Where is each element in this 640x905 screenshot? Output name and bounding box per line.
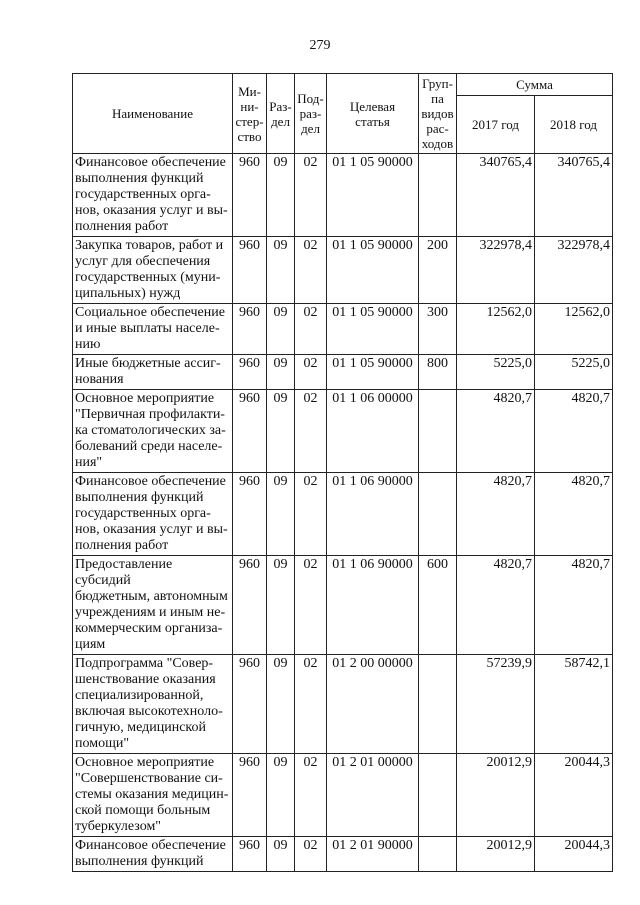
row-ministry-cell: 960 xyxy=(233,473,267,556)
row-target-cell: 01 1 05 90000 xyxy=(327,304,419,355)
row-sum-2018-cell: 322978,4 xyxy=(535,237,613,304)
table-row xyxy=(73,355,613,390)
row-group-cell: 600 xyxy=(419,556,457,655)
row-subsection-cell: 02 xyxy=(295,655,327,754)
row-section-cell: 09 xyxy=(267,556,295,655)
row-target-cell: 01 1 06 00000 xyxy=(327,390,419,473)
row-group-cell xyxy=(419,390,457,473)
header-year-2017: 2017 год xyxy=(457,96,535,154)
row-section-cell: 09 xyxy=(267,837,295,872)
table-row xyxy=(73,837,613,872)
row-subsection-cell: 02 xyxy=(295,154,327,237)
row-subsection-cell: 02 xyxy=(295,390,327,473)
table-row xyxy=(73,154,613,237)
row-sum-2018-cell: 4820,7 xyxy=(535,390,613,473)
row-name-cell: Финансовое обеспечение выполнения функций государственных орга- нов, оказания услуг и вы- полнения работ xyxy=(73,473,233,556)
row-subsection-cell: 02 xyxy=(295,304,327,355)
header-section: Раз- дел xyxy=(267,74,295,154)
row-name-cell: Иные бюджетные ассиг- нования xyxy=(73,355,233,390)
row-sum-2018-cell: 4820,7 xyxy=(535,556,613,655)
row-target-cell: 01 1 06 90000 xyxy=(327,473,419,556)
row-sum-2017-cell: 20012,9 xyxy=(457,837,535,872)
row-ministry-cell: 960 xyxy=(233,304,267,355)
row-section-cell: 09 xyxy=(267,390,295,473)
row-target-cell: 01 1 05 90000 xyxy=(327,237,419,304)
row-target-cell: 01 2 01 90000 xyxy=(327,837,419,872)
row-sum-2017-cell: 20012,9 xyxy=(457,754,535,837)
header-year-2018: 2018 год xyxy=(535,96,613,154)
row-section-cell: 09 xyxy=(267,655,295,754)
row-sum-2017-cell: 5225,0 xyxy=(457,355,535,390)
row-subsection-cell: 02 xyxy=(295,237,327,304)
row-ministry-cell: 960 xyxy=(233,655,267,754)
table-row xyxy=(73,390,613,473)
table-row xyxy=(73,754,613,837)
row-name-cell: Финансовое обеспечение выполнения функций государственных орга- нов, оказания услуг и вы- полнения работ xyxy=(73,154,233,237)
row-sum-2018-cell: 20044,3 xyxy=(535,754,613,837)
row-group-cell xyxy=(419,837,457,872)
row-group-cell xyxy=(419,655,457,754)
row-section-cell: 09 xyxy=(267,754,295,837)
table-row xyxy=(73,556,613,655)
row-sum-2017-cell: 4820,7 xyxy=(457,473,535,556)
row-target-cell: 01 1 06 90000 xyxy=(327,556,419,655)
row-ministry-cell: 960 xyxy=(233,754,267,837)
row-sum-2017-cell: 322978,4 xyxy=(457,237,535,304)
row-name-cell: Предоставление субсидий бюджетным, автономным учреждениям и иным не- коммерческим организа- циям xyxy=(73,556,233,655)
header-row-1 xyxy=(73,74,613,96)
row-subsection-cell: 02 xyxy=(295,355,327,390)
row-ministry-cell: 960 xyxy=(233,556,267,655)
header-expense-group: Груп- па видов рас- ходов xyxy=(419,74,457,154)
row-group-cell xyxy=(419,154,457,237)
row-subsection-cell: 02 xyxy=(295,556,327,655)
row-subsection-cell: 02 xyxy=(295,837,327,872)
row-sum-2018-cell: 5225,0 xyxy=(535,355,613,390)
row-name-cell: Финансовое обеспечение выполнения функций xyxy=(73,837,233,872)
row-sum-2018-cell: 4820,7 xyxy=(535,473,613,556)
table-row xyxy=(73,473,613,556)
row-sum-2017-cell: 340765,4 xyxy=(457,154,535,237)
row-ministry-cell: 960 xyxy=(233,237,267,304)
row-section-cell: 09 xyxy=(267,355,295,390)
row-target-cell: 01 1 05 90000 xyxy=(327,154,419,237)
page-number: 279 xyxy=(309,38,331,53)
row-ministry-cell: 960 xyxy=(233,154,267,237)
header-name: Наименование xyxy=(73,74,233,154)
row-ministry-cell: 960 xyxy=(233,355,267,390)
header-target-article: Целевая статья xyxy=(327,74,419,154)
row-group-cell xyxy=(419,473,457,556)
header-ministry: Ми- ни- стер- ство xyxy=(233,74,267,154)
row-section-cell: 09 xyxy=(267,304,295,355)
row-section-cell: 09 xyxy=(267,237,295,304)
row-name-cell: Закупка товаров, работ и услуг для обеспечения государственных (муни- ципальных) нужд xyxy=(73,237,233,304)
row-group-cell: 300 xyxy=(419,304,457,355)
row-sum-2017-cell: 4820,7 xyxy=(457,556,535,655)
row-name-cell: Подпрограмма "Совер- шенствование оказания специализированной, включая высокотехноло- гичную, медицинской помощи" xyxy=(73,655,233,754)
row-sum-2018-cell: 340765,4 xyxy=(535,154,613,237)
row-target-cell: 01 2 01 00000 xyxy=(327,754,419,837)
row-ministry-cell: 960 xyxy=(233,837,267,872)
header-subsection: Под- раз- дел xyxy=(295,74,327,154)
row-sum-2018-cell: 20044,3 xyxy=(535,837,613,872)
row-name-cell: Основное мероприятие "Первичная профилакти- ка стоматологических за- болеваний среди населе- ния" xyxy=(73,390,233,473)
row-name-cell: Социальное обеспечение и иные выплаты населе- нию xyxy=(73,304,233,355)
row-ministry-cell: 960 xyxy=(233,390,267,473)
row-sum-2017-cell: 12562,0 xyxy=(457,304,535,355)
table-row xyxy=(73,304,613,355)
row-name-cell: Основное мероприятие "Совершенствование си- стемы оказания медицин- ской помощи больным туберкулезом" xyxy=(73,754,233,837)
row-group-cell: 800 xyxy=(419,355,457,390)
row-target-cell: 01 2 00 00000 xyxy=(327,655,419,754)
table-row xyxy=(73,237,613,304)
row-sum-2018-cell: 58742,1 xyxy=(535,655,613,754)
row-sum-2018-cell: 12562,0 xyxy=(535,304,613,355)
header-sum: Сумма xyxy=(457,74,613,96)
row-sum-2017-cell: 57239,9 xyxy=(457,655,535,754)
row-section-cell: 09 xyxy=(267,154,295,237)
row-group-cell: 200 xyxy=(419,237,457,304)
row-sum-2017-cell: 4820,7 xyxy=(457,390,535,473)
budget-table xyxy=(72,73,613,872)
row-section-cell: 09 xyxy=(267,473,295,556)
row-subsection-cell: 02 xyxy=(295,754,327,837)
row-group-cell xyxy=(419,754,457,837)
table-row xyxy=(73,655,613,754)
row-subsection-cell: 02 xyxy=(295,473,327,556)
table-body xyxy=(73,154,613,872)
row-target-cell: 01 1 05 90000 xyxy=(327,355,419,390)
